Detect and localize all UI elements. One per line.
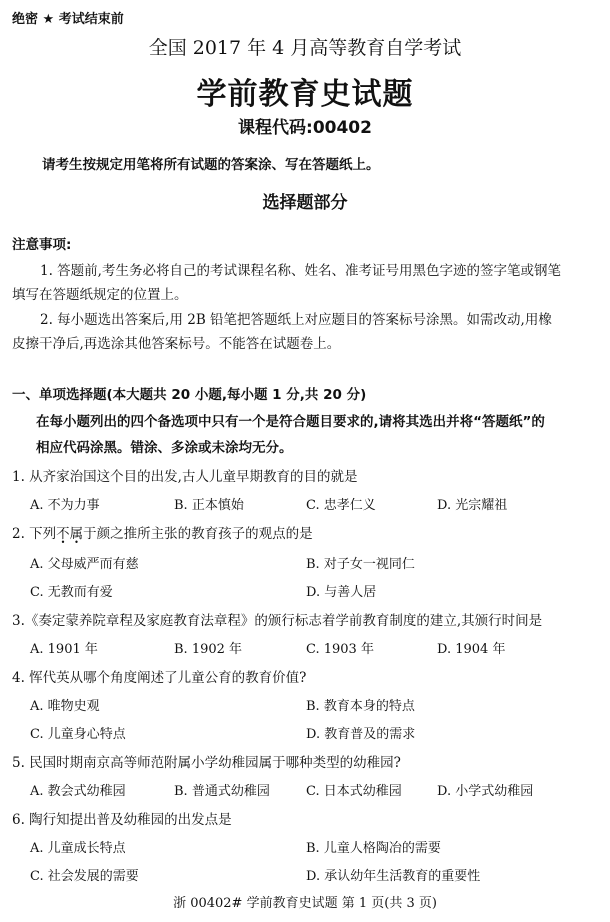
- note-2-line-2: 皮擦干净后,再选涂其他答案标号。不能答在试题卷上。: [12, 336, 341, 352]
- question-4-option-b: B. 教育本身的特点: [306, 699, 415, 714]
- question-2-option-c: C. 无教而有爱: [30, 585, 113, 600]
- part-1-desc-line-2: 相应代码涂黑。错涂、多涂或未涂均无分。: [36, 440, 293, 456]
- question-6-option-d: D. 承认幼年生活教育的重要性: [306, 869, 481, 884]
- question-2-option-d: D. 与善人居: [306, 585, 377, 600]
- part-1-heading: 一、单项选择题(本大题共 20 小题,每小题 1 分,共 20 分): [12, 387, 367, 403]
- section-title: 选择题部分: [262, 193, 348, 213]
- question-5-option-a: A. 教会式幼稚园: [30, 784, 126, 799]
- page-footer: 浙 00402# 学前教育史试题 第 1 页(共 3 页): [173, 896, 437, 911]
- question-6-option-c: C. 社会发展的需要: [30, 869, 139, 884]
- question-2-option-a: A. 父母威严而有慈: [30, 557, 139, 572]
- question-6-option-a: A. 儿童成长特点: [30, 841, 126, 856]
- question-4-option-c: C. 儿童身心特点: [30, 727, 126, 742]
- question-6-stem: 6. 陶行知提出普及幼稚园的出发点是: [12, 812, 232, 828]
- secret-mark: 绝密 ★ 考试结束前: [12, 12, 124, 27]
- part-1-desc-line-1: 在每小题列出的四个备选项中只有一个是符合题目要求的,请将其选出并将“答题纸”的: [36, 414, 545, 430]
- question-5-option-c: C. 日本式幼稚园: [306, 784, 402, 799]
- question-1-option-c: C. 忠孝仁义: [306, 498, 376, 513]
- question-4-option-d: D. 教育普及的需求: [306, 727, 416, 742]
- question-4-option-a: A. 唯物史观: [30, 699, 100, 714]
- question-3-option-b: B. 1902 年: [174, 642, 243, 657]
- question-2-option-b: B. 对子女一视同仁: [306, 557, 415, 572]
- note-2-line-1: 2. 每小题选出答案后,用 2B 铅笔把答题纸上对应题目的答案标号涂黑。如需改动,用橡: [40, 312, 552, 328]
- question-1-stem: 1. 从齐家治国这个目的出发,古人儿童早期教育的目的就是: [12, 469, 358, 485]
- question-4-stem: 4. 恽代英从哪个角度阐述了儿童公育的教育价值?: [12, 670, 307, 686]
- question-1-option-d: D. 光宗耀祖: [437, 498, 508, 513]
- question-2-emphasis-1: 不: [56, 526, 70, 542]
- question-2-emphasis-2: 属: [69, 526, 84, 542]
- subject-title: 学前教育史试题: [196, 77, 414, 112]
- question-3-option-c: C. 1903 年: [306, 642, 374, 657]
- note-1-line-2: 填写在答题纸规定的位置上。: [12, 287, 188, 303]
- question-5-option-d: D. 小学式幼稚园: [437, 784, 534, 799]
- question-3-option-a: A. 1901 年: [30, 642, 98, 657]
- question-5-option-b: B. 普通式幼稚园: [174, 784, 270, 799]
- question-2-stem-pre: 2. 下列: [12, 526, 57, 542]
- question-1-option-b: B. 正本慎始: [174, 498, 244, 513]
- instruction: 请考生按规定用笔将所有试题的答案涂、写在答题纸上。: [42, 157, 380, 173]
- exam-title: 全国 2017 年 4 月高等教育自学考试: [148, 37, 462, 59]
- question-3-stem: 3.《奏定蒙养院章程及家庭教育法章程》的颁行标志着学前教育制度的建立,其颁行时间是: [12, 613, 543, 629]
- note-1-line-1: 1. 答题前,考生务必将自己的考试课程名称、姓名、准考证号用黑色字迹的签字笔或钢笔: [40, 263, 561, 279]
- question-5-stem: 5. 民国时期南京高等师范附属小学幼稚园属于哪种类型的幼稚园?: [12, 755, 401, 771]
- course-code: 课程代码:00402: [238, 118, 372, 138]
- question-2-stem: [12, 522, 313, 542]
- question-1-option-a: A. 不为力事: [30, 498, 100, 513]
- question-3-option-d: D. 1904 年: [437, 642, 506, 657]
- notes-heading: 注意事项:: [12, 237, 72, 253]
- question-2-stem-post: 于颜之推所主张的教育孩子的观点的是: [83, 526, 313, 542]
- question-6-option-b: B. 儿童人格陶冶的需要: [306, 841, 441, 856]
